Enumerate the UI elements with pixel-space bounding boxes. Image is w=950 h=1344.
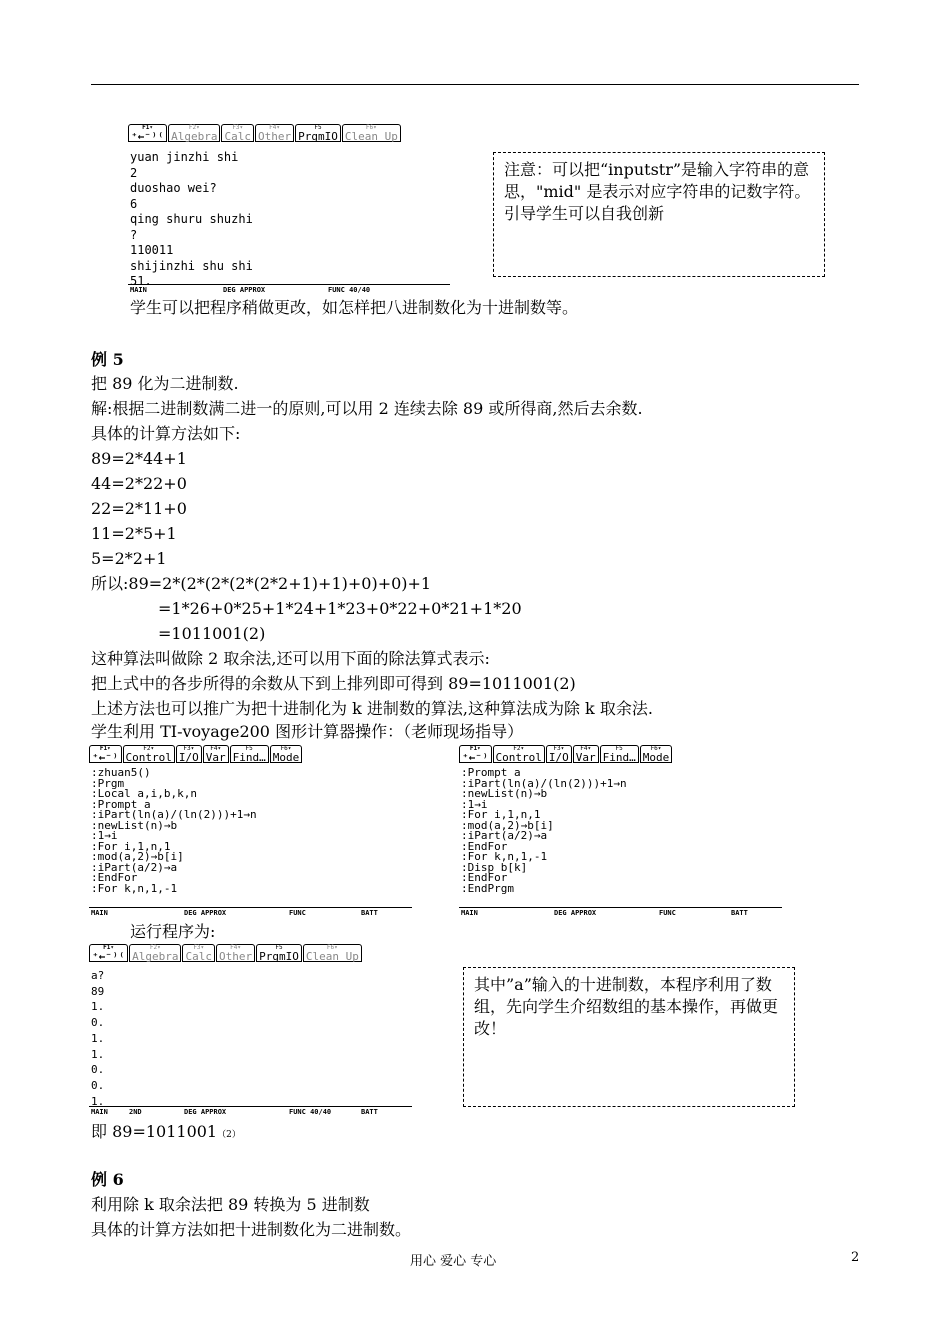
screen-line: :For i,1,n,1 [91,839,171,853]
toolbar-key-5[interactable] [295,124,341,142]
toolbar-key-label: Mode [272,751,300,764]
calc-toolbar [89,745,303,765]
screen-line: 0. [91,1063,105,1077]
toolbar-key-5[interactable] [600,745,639,763]
example-5-line: 上述方法也可以推广为把十进制化为 k 进制数的算法,这种算法成为除 k 取余法. [91,699,653,718]
toolbar-key-fn: F2▾ [513,745,525,752]
toolbar-key-label: PrgmIO [259,950,299,963]
screen-line: :For k,n,1,-1 [91,881,178,895]
example-5-line: 学生利用 TI-voyage200 图形计算器操作：（老师现场指导） [91,722,524,741]
calc-toolbar [459,745,673,765]
calc-program-code [461,768,627,894]
calc-status-bar [89,907,412,917]
toolbar-key-6[interactable] [270,745,303,763]
status-2nd: 2ND [129,1108,142,1116]
status-func: FUNC 40/40 [328,286,371,294]
result-line [91,1122,241,1145]
toolbar-key-label: Other [257,130,292,143]
toolbar-key-label: Calc [185,950,212,963]
toolbar-key-label: Var [575,751,596,764]
toolbar-key-6[interactable] [342,124,401,142]
toolbar-key-label: Clean Up [305,950,359,963]
toolbar-key-fn: F3▾ [553,745,565,752]
toolbar-key-label: I/O [548,751,569,764]
screen-line: :Prgm [91,776,125,790]
toolbar-key-label: Algebra [171,130,218,143]
toolbar-key-label: ⁺←⁻⁾⁽ [131,130,165,143]
screen-line: 6 [130,196,138,211]
result-text: 即 89=1011001 [91,1122,218,1141]
toolbar-key-3[interactable] [176,745,202,763]
toolbar-key-label: Var [205,751,226,764]
status-mode: MAIN [91,1108,108,1116]
page-number: 2 [851,1250,860,1265]
toolbar-key-fn: F6▾ [326,944,338,951]
screen-line: :1→i [91,829,118,842]
toolbar-key-label: PrgmIO [298,130,338,143]
toolbar-key-fn: F5 [275,944,283,951]
screen-line: :Disp b[k] [461,860,528,874]
example-5-line: 22=2*11+0 [91,499,187,518]
screen-line: :EndPrgm [461,881,514,895]
status-angle: DEG APPROX [223,286,266,294]
toolbar-key-fn: F6▾ [365,124,377,131]
screen-line: 2 [130,165,138,180]
example-6-line-2: 具体的计算方法如把十进制数化为二进制数。 [91,1220,412,1239]
status-func: FUNC 40/40 [289,1108,332,1116]
toolbar-key-fn: F4▾ [230,944,241,951]
toolbar-key-1[interactable] [128,124,167,142]
status-func: FUNC [659,909,676,917]
screen-line: a? [91,969,105,982]
status-mode: MAIN [91,909,108,917]
toolbar-key-label: I/O [178,751,199,764]
toolbar-key-fn: F1▾ [103,944,114,951]
toolbar-key-fn: F5 [245,745,253,752]
toolbar-key-2[interactable] [168,124,220,142]
screen-line: :Prompt a [461,766,521,779]
toolbar-key-6[interactable] [303,944,362,962]
example-5-line: 具体的计算方法如下: [91,424,241,443]
toolbar-key-1[interactable] [459,745,492,763]
toolbar-key-label: Mode [642,751,670,764]
screen-line: 0. [91,1078,105,1092]
toolbar-key-3[interactable] [182,944,215,962]
toolbar-key-4[interactable] [255,124,294,142]
screen-line: 110011 [130,243,174,257]
toolbar-key-fn: F2▾ [149,944,161,951]
toolbar-key-fn: F6▾ [280,745,292,752]
toolbar-key-fn: F4▾ [210,745,222,752]
paragraph-modify: 学生可以把程序稍做更改，如怎样把八进制数化为十进制数等。 [130,298,579,317]
screen-line: :newList(n)→b [91,818,178,832]
screen-line: :For i,1,n,1 [461,808,541,821]
status-mode: MAIN [461,909,478,917]
toolbar-key-fn: F2▾ [188,124,200,131]
example-5-line: 把 89 化为二进制数. [91,374,239,393]
screen-line: :EndFor [461,871,508,884]
toolbar-key-fn: F1▾ [99,745,111,752]
example-5-line: 44=2*22+0 [91,474,187,493]
screen-line: :1→i [461,797,488,811]
calc-status-bar [89,1106,412,1116]
toolbar-key-fn: F5 [615,745,623,752]
status-angle: DEG APPROX [554,909,597,917]
example-5-line: 5=2*2+1 [91,549,167,568]
toolbar-key-label: Control [125,751,172,764]
toolbar-key-6[interactable] [640,745,673,763]
screen-line: :EndFor [91,871,138,884]
toolbar-key-2[interactable] [123,745,175,763]
screen-line: 0. [91,1016,105,1030]
example-5-line: 所以:89=2*(2*(2*(2*(2*2+1)+1)+0)+0)+1 [91,574,432,593]
toolbar-key-label: Other [218,950,253,963]
example-6-heading: 例 6 [91,1170,124,1189]
result-base: （2） [217,1130,241,1140]
status-batt: BATT [731,909,748,917]
screen-line: :newList(n)→b [461,787,548,800]
example-5-line: 这种算法叫做除 2 取余法,还可以用下面的除法算式表示: [91,649,490,668]
toolbar-key-3[interactable] [221,124,254,142]
toolbar-key-fn: F4▾ [269,124,280,131]
toolbar-key-fn: F6▾ [650,745,662,752]
note-box-array [463,967,795,1107]
calc-program-code [91,768,257,894]
note-box-inputstr [493,152,825,277]
toolbar-key-5[interactable] [230,745,269,763]
screen-line: :iPart(ln(a)/(ln(2)))+1→n [461,776,627,790]
screen-line: ? [130,227,138,242]
toolbar-key-4[interactable] [573,745,599,763]
screen-line: :EndFor [461,839,508,853]
calc-screen-base-conversion [128,124,450,294]
toolbar-key-label: Find… [602,751,636,764]
example-6-line-1: 利用除 k 取余法把 89 转换为 5 进制数 [91,1195,370,1214]
screen-line: 1. [91,1000,105,1014]
screen-line: 1. [91,1031,105,1045]
status-batt: BATT [361,1108,378,1116]
screen-line: 51. [130,274,152,288]
screen-line: :For k,n,1,-1 [461,850,548,863]
toolbar-key-fn: F1▾ [469,745,481,752]
screen-line: duoshao wei? [130,181,217,195]
example-5-line: 解:根据二进制数满二进一的原则,可以用 2 连续去除 89 或所得商,然后去余数. [91,399,643,418]
calc-status-bar [459,907,782,917]
toolbar-key-label: Find… [232,751,266,764]
calc-output [91,968,104,1109]
toolbar-key-label: Control [495,751,542,764]
toolbar-key-label: Clean Up [344,130,398,143]
example-5-line: =1011001(2) [158,624,266,643]
screen-line: yuan jinzhi shi [130,150,239,164]
screen-line: :mod(a,2)→b[i] [91,850,184,863]
header-rule [91,84,859,85]
toolbar-key-label: ⁺←⁻⁾⁽ [92,950,126,963]
toolbar-key-fn: F3▾ [193,944,205,951]
calc-screen-run-output [89,944,412,1116]
screen-line: :iPart(a/2)→a [461,829,548,842]
calc-toolbar [89,944,363,964]
toolbar-key-label: ⁺←⁻⁾ [92,751,119,764]
status-func: FUNC [289,909,306,917]
toolbar-key-2[interactable] [493,745,545,763]
example-5-line: =1*26+0*25+1*24+1*23+0*22+0*21+1*20 [158,599,522,618]
toolbar-key-fn: F2▾ [143,745,155,752]
toolbar-key-4[interactable] [216,944,255,962]
example-5-heading: 例 5 [91,350,124,369]
status-angle: DEG APPROX [184,909,227,917]
screen-line: shijinzhi shu shi [130,258,253,273]
toolbar-key-fn: F3▾ [232,124,244,131]
toolbar-key-label: Calc [224,130,251,143]
status-angle: DEG APPROX [184,1108,227,1116]
screen-line: :Prompt a [91,797,151,811]
toolbar-key-label: Algebra [132,950,179,963]
screen-line: qing shuru shuzhi [130,212,253,226]
run-program-label: 运行程序为: [130,922,216,941]
toolbar-key-fn: F3▾ [183,745,195,752]
toolbar-key-label: ⁺←⁻⁾ [462,751,489,764]
toolbar-key-1[interactable] [89,745,122,763]
footer-motto: 用心 爱心 专心 [410,1254,497,1269]
example-5-line: 89=2*44+1 [91,449,187,468]
calc-screen-program-1 [89,745,412,917]
screen-line: :zhuan5() [91,766,151,779]
example-5-line: 11=2*5+1 [91,524,177,543]
toolbar-key-5[interactable] [256,944,302,962]
toolbar-key-fn: F5 [314,124,322,131]
status-mode: MAIN [130,286,147,294]
example-5-line: 把上式中的各步所得的余数从下到上排列即可得到 89=1011001(2) [91,674,576,693]
calc-screen-program-2 [459,745,782,917]
screen-line: :Local a,i,b,k,n [91,787,197,800]
note-text: 其中”a”输入的十进制数，本程序利用了数组，先向学生介绍数组的基本操作，再做更改！ [474,975,779,1038]
toolbar-key-4[interactable] [203,745,229,763]
toolbar-key-3[interactable] [546,745,572,763]
toolbar-key-1[interactable] [89,944,128,962]
screen-line: 1. [91,1094,105,1108]
toolbar-key-fn: F1▾ [142,124,153,131]
screen-line: 89 [91,984,105,998]
calc-toolbar [128,124,402,144]
toolbar-key-fn: F4▾ [580,745,592,752]
screen-line: :iPart(ln(a)/(ln(2)))+1→n [91,808,257,821]
calc-status-bar [128,284,450,294]
note-text: 注意：可以把“inputstr”是输入字符串的意思，"mid" 是表示对应字符串的记数字符。引导学生可以自我创新 [504,160,811,223]
screen-line: 1. [91,1047,105,1061]
calc-output [130,150,253,290]
screen-line: :mod(a,2)→b[i] [461,818,554,832]
status-batt: BATT [361,909,378,917]
toolbar-key-2[interactable] [129,944,181,962]
screen-line: :iPart(a/2)→a [91,860,178,874]
